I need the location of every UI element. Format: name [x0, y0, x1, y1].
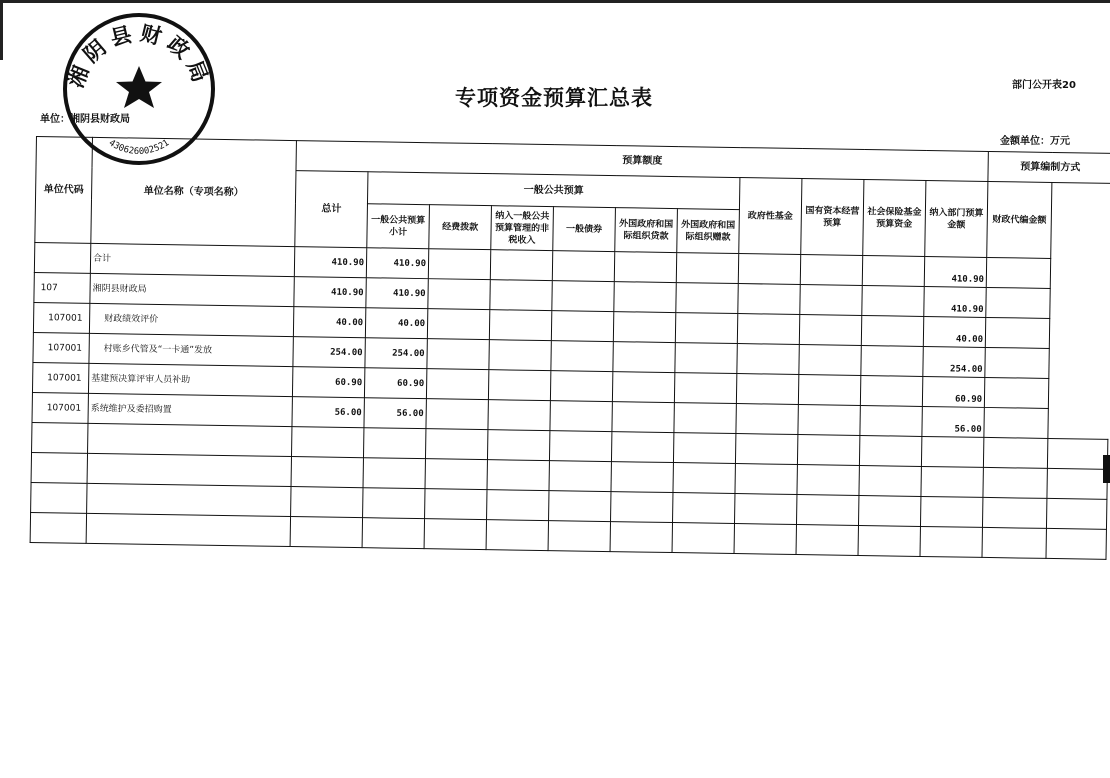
row-total: 254.00 [293, 337, 365, 368]
header-total: 总计 [295, 171, 368, 248]
row-code: 107001 [32, 392, 88, 423]
row-name: 财政绩效评价 [89, 303, 293, 336]
row-subtotal: 410.90 [366, 248, 428, 279]
header-dept-budget: 纳入部门预算金额 [925, 180, 988, 257]
header-budget-amount: 预算额度 [296, 141, 989, 182]
row-dept-budget: 410.90 [924, 256, 987, 287]
header-social-insurance: 社会保险基金预算资金 [863, 180, 926, 257]
row-subtotal: 410.90 [366, 278, 428, 309]
header-operating-funds: 经费拨款 [429, 205, 492, 250]
header-foreign-loan: 外国政府和国际组织贷款 [615, 208, 678, 253]
star-icon [116, 66, 162, 108]
row-dept-budget: 410.90 [924, 286, 987, 317]
row-subtotal: 254.00 [365, 338, 427, 369]
row-name: 村账乡代管及“一卡通”发放 [89, 333, 293, 366]
row-total: 410.90 [294, 247, 366, 278]
row-name: 系统维护及委招购置 [88, 393, 292, 426]
row-code: 107001 [32, 362, 88, 393]
header-gov-fund: 政府性基金 [739, 178, 802, 255]
header-gp-subtotal: 一般公共预算小计 [367, 204, 430, 249]
header-foreign-grant: 外国政府和国际组织赠款 [677, 209, 740, 254]
official-seal [60, 10, 218, 168]
row-code: 107001 [33, 302, 89, 333]
header-unit-code: 单位代码 [35, 137, 93, 244]
page-title: 专项资金预算汇总表 [455, 85, 653, 110]
row-dept-budget: 254.00 [923, 346, 986, 377]
row-name: 湘阴县财政局 [90, 273, 294, 306]
header-fiscal-agency: 财政代编金额 [987, 181, 1052, 258]
row-total: 40.00 [293, 307, 365, 338]
header-general-public: 一般公共预算 [367, 172, 739, 210]
form-number: 部门公开表20 [1012, 80, 1076, 91]
row-dept-budget: 60.90 [922, 376, 985, 407]
header-budget-mode: 预算编制方式 [988, 151, 1110, 183]
header-unit-name: 单位名称（专项名称） [91, 137, 297, 246]
row-subtotal: 56.00 [364, 398, 426, 429]
row-total: 60.90 [292, 367, 364, 398]
row-total: 410.90 [294, 277, 366, 308]
row-code: 107 [34, 272, 90, 303]
row-dept-budget: 40.00 [923, 316, 986, 347]
header-general-bond: 一般债券 [553, 207, 616, 252]
budget-table [30, 136, 1110, 560]
seal-code: 430626002521 [106, 138, 172, 158]
scan-border-left [0, 0, 3, 60]
unit-label: 单位：湘阴县财政局 [40, 114, 130, 125]
amount-unit-label: 金额单位：万元 [1000, 136, 1070, 147]
row-total: 56.00 [292, 397, 364, 428]
row-subtotal: 60.90 [364, 368, 426, 399]
budget-table-container [30, 136, 1110, 560]
row-dept-budget: 56.00 [922, 406, 985, 437]
header-fiscal-special: 纳入一般公共预算管理的非税收入 [491, 206, 554, 251]
scan-border-top [0, 0, 1110, 3]
row-code: 107001 [33, 332, 89, 363]
row-name: 基建预决算评审人员补助 [88, 363, 292, 396]
row-code [34, 242, 90, 273]
seal-org-name: 湘阴县财政局 [62, 19, 216, 92]
row-subtotal: 40.00 [365, 308, 427, 339]
header-state-capital: 国有资本经营预算 [801, 179, 864, 256]
row-name: 合计 [90, 243, 294, 276]
